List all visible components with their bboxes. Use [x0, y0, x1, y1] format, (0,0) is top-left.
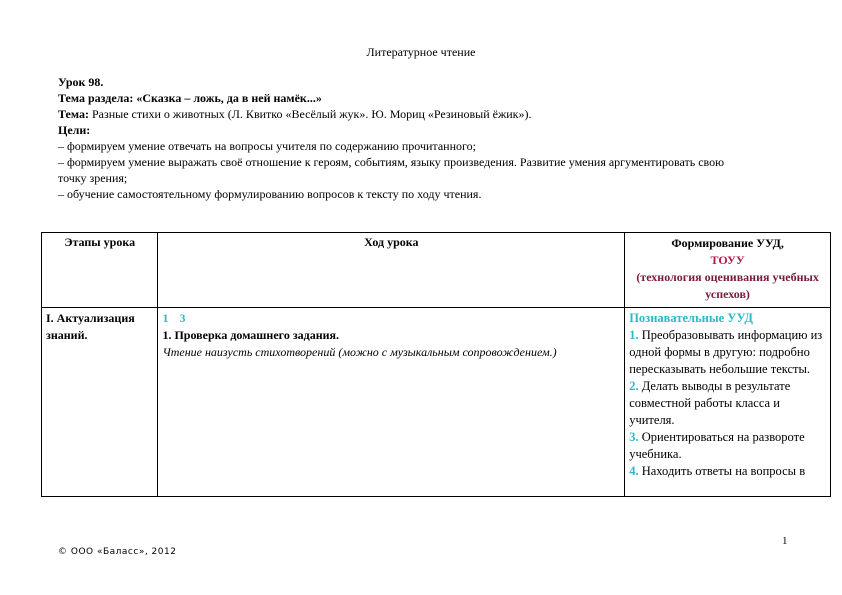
header-stages: Этапы урока: [42, 233, 158, 308]
topic-value: Разные стихи о животных (Л. Квитко «Весёлый жук». Ю. Мориц «Резиновый ёжик»).: [91, 107, 532, 121]
table-header-row: [42, 233, 831, 308]
header-course: Ход урока: [158, 233, 625, 308]
lesson-header: [58, 74, 738, 202]
task-description: Чтение наизусть стихотворений (можно с музыкальным сопровождением.): [162, 345, 557, 359]
footer-copyright: © ООО «Баласс», 2012: [58, 547, 177, 557]
topic-line: [58, 106, 738, 122]
section-label: Тема раздела:: [58, 91, 134, 105]
uud-item: [629, 463, 826, 480]
section-line: [58, 90, 738, 106]
uud-item-text: Делать выводы в результате совместной работы класса и учителя.: [629, 379, 791, 427]
slide-numbers: 1 3: [162, 311, 190, 325]
header-uud: [625, 233, 831, 308]
goal-item: – формируем умение отвечать на вопросы учителя по содержанию прочитанного;: [58, 139, 476, 153]
lesson-table: [41, 232, 831, 497]
goal-item: – обучение самостоятельному формулированию вопросов к тексту по ходу чтения.: [58, 187, 482, 201]
section-value: «Сказка – ложь, да в ней намёк...»: [136, 91, 322, 105]
header-toou: ТОУУ: [710, 253, 745, 267]
uud-item: [629, 327, 826, 378]
uud-item-text: Преобразовывать информацию из одной формы в другую: подробно пересказывать небольшие тексты.: [629, 328, 823, 376]
uud-item-number: 1.: [629, 328, 639, 342]
goals-label: Цели:: [58, 123, 91, 137]
page-number: 1: [782, 535, 788, 547]
header-toou-full: (технология оценивания учебных успехов): [636, 270, 819, 301]
page-title: Литературное чтение: [366, 45, 476, 59]
uud-item-text: Ориентироваться на развороте учебника.: [629, 430, 805, 461]
stage-cell: I. Актуализация знаний.: [42, 308, 158, 497]
table-row: [42, 308, 831, 497]
uud-item: [629, 429, 826, 463]
uud-item-text: Находить ответы на вопросы в: [638, 464, 806, 478]
uud-item-number: 4.: [629, 464, 639, 478]
uud-item-number: 2.: [629, 379, 639, 393]
uud-item: [629, 378, 826, 429]
uud-cell: [625, 308, 831, 497]
uud-item-number: 3.: [629, 430, 639, 444]
lesson-number: Урок 98.: [58, 75, 104, 89]
uud-title: Познавательные УУД: [629, 311, 753, 325]
goal-item: – формируем умение выражать своё отношение к героям, событиям, языку произведения. Развитие умения аргументировать свою точку зрения;: [58, 155, 725, 185]
course-cell: [158, 308, 625, 497]
topic-label: Тема:: [58, 107, 89, 121]
task-title: 1. Проверка домашнего задания.: [162, 328, 340, 342]
header-uud-label: Формирование УУД,: [671, 236, 784, 250]
